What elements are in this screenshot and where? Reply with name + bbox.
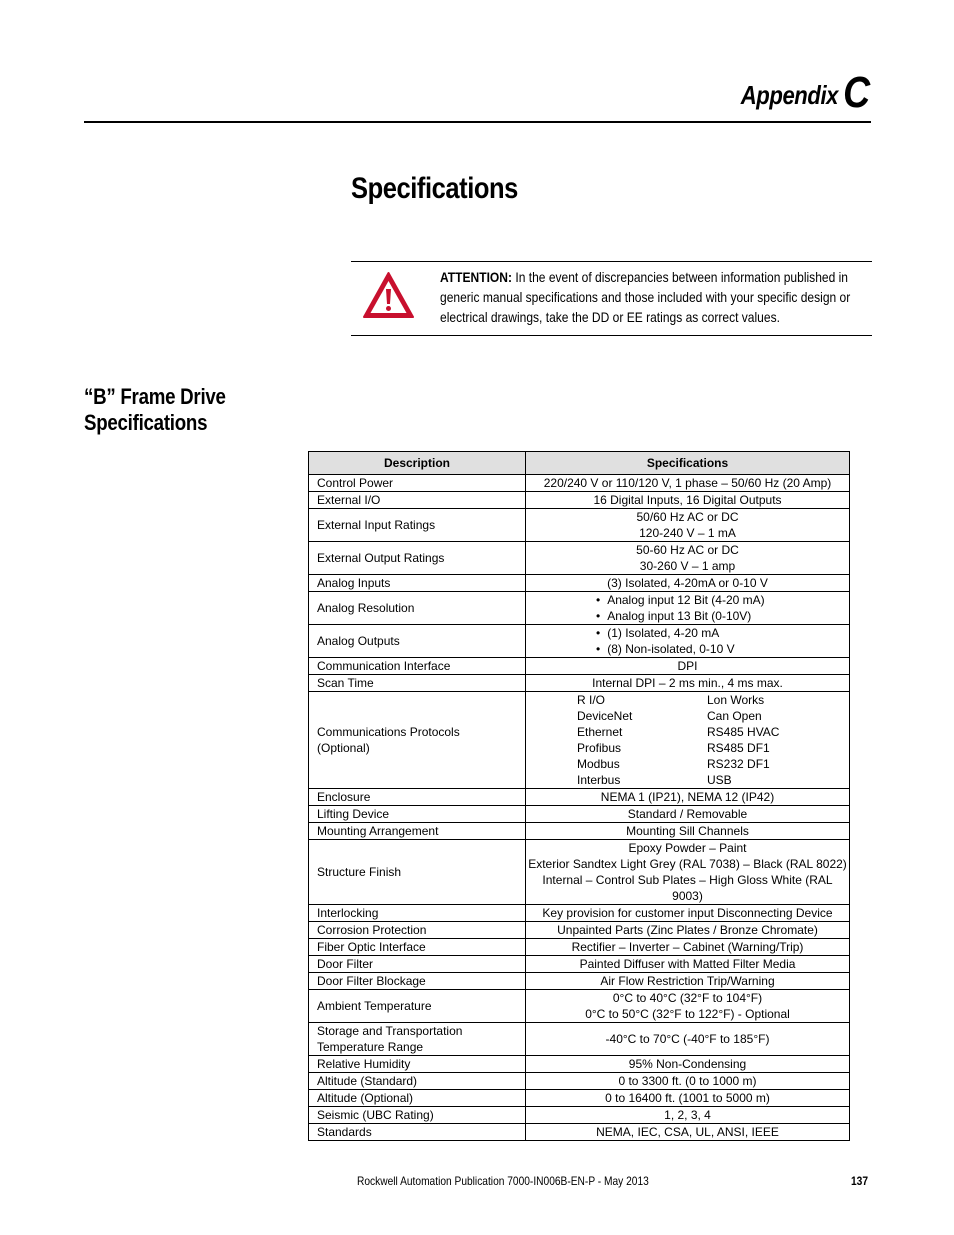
row-specification [526, 922, 850, 939]
protocol-item: DeviceNet [577, 709, 633, 723]
row-specification [526, 973, 850, 990]
description-line: Communication Interface [317, 659, 451, 673]
protocol-item: USB [707, 773, 732, 787]
description-line: Door Filter [317, 957, 374, 971]
protocol-item: RS485 DF1 [707, 741, 770, 755]
appendix-letter: C [843, 68, 870, 117]
section-heading: “B” Frame Drive Specifications [84, 384, 226, 435]
specification-line: 0 to 3300 ft. (0 to 1000 m) [618, 1074, 757, 1088]
row-description [309, 789, 526, 806]
bullet-item: • Analog input 13 Bit (0-10V) [596, 608, 849, 624]
row-specification [526, 789, 850, 806]
row-specification [526, 658, 850, 675]
description-line: Interlocking [317, 906, 379, 920]
specification-line: 30-260 V – 1 amp [639, 559, 736, 573]
row-specification [526, 990, 850, 1023]
specification-line: 16 Digital Inputs, 16 Digital Outputs [593, 493, 782, 507]
table-header-row [309, 452, 850, 475]
row-specification [526, 675, 850, 692]
description-line: Temperature Range [317, 1040, 424, 1054]
row-description [309, 475, 526, 492]
specification-line: 0 to 16400 ft. (1001 to 5000 m) [605, 1091, 770, 1105]
description-line: Altitude (Standard) [317, 1074, 418, 1088]
protocol-item: Profibus [577, 741, 622, 755]
attention-box [351, 261, 872, 336]
table-row [309, 1124, 850, 1141]
footer-publication: Rockwell Automation Publication 7000-IN006B-EN-P - May 2013 [357, 1174, 649, 1188]
protocol-item: Lon Works [707, 693, 765, 707]
row-description [309, 1023, 526, 1056]
description-line: Door Filter Blockage [317, 974, 426, 988]
table-row [309, 1090, 850, 1107]
row-description [309, 990, 526, 1023]
row-description [309, 575, 526, 592]
description-line: Corrosion Protection [317, 923, 427, 937]
specification-line: 95% Non-Condensing [628, 1057, 747, 1071]
protocol-item: R I/O [577, 693, 606, 707]
row-specification [526, 1056, 850, 1073]
header-rule [84, 121, 871, 123]
row-specification [526, 840, 850, 905]
description-line: Scan Time [317, 676, 374, 690]
row-description [309, 658, 526, 675]
row-specification [526, 956, 850, 973]
row-specification [526, 823, 850, 840]
table-row [309, 922, 850, 939]
table-row [309, 509, 850, 542]
table-row [309, 658, 850, 675]
specification-line: Standard / Removable [627, 807, 748, 821]
specification-line: 1, 2, 3, 4 [664, 1108, 711, 1122]
protocol-list [577, 692, 849, 788]
row-description [309, 956, 526, 973]
description-line: (Optional) [317, 741, 370, 755]
warning-triangle-icon [361, 270, 416, 320]
specification-line: -40°C to 70°C (-40°F to 185°F) [605, 1032, 770, 1046]
table-row [309, 475, 850, 492]
specification-line: 50-60 Hz AC or DC [636, 543, 739, 557]
specifications-table [308, 451, 850, 1141]
row-specification [526, 475, 850, 492]
row-description [309, 509, 526, 542]
row-specification [526, 806, 850, 823]
table-row [309, 789, 850, 806]
column-header-description: Description [309, 452, 526, 475]
row-description [309, 840, 526, 905]
specification-line: (3) Isolated, 4-20mA or 0-10 V [607, 576, 768, 590]
row-description [309, 542, 526, 575]
specification-line: Internal DPI – 2 ms min., 4 ms max. [592, 676, 783, 690]
specification-line: Mounting Sill Channels [626, 824, 749, 838]
row-specification [526, 542, 850, 575]
appendix-heading [741, 68, 870, 118]
description-line: Control Power [317, 476, 394, 490]
row-description [309, 1056, 526, 1073]
specification-line: Key provision for customer input Disconnecting Device [542, 906, 833, 920]
description-line: Analog Outputs [317, 634, 400, 648]
row-specification [526, 509, 850, 542]
specification-line: 0°C to 40°C (32°F to 104°F) [612, 991, 763, 1005]
row-specification [526, 1073, 850, 1090]
description-line: Communications Protocols [317, 725, 460, 739]
row-description [309, 692, 526, 789]
table-body [309, 475, 850, 1141]
row-specification [526, 1107, 850, 1124]
bullet-item: • (8) Non-isolated, 0-10 V [596, 641, 849, 657]
description-line: Mounting Arrangement [317, 824, 439, 838]
attention-label: ATTENTION: [440, 269, 513, 285]
row-description [309, 1107, 526, 1124]
page-number: 137 [851, 1174, 869, 1188]
row-specification [526, 905, 850, 922]
row-description [309, 1124, 526, 1141]
row-specification [526, 1023, 850, 1056]
table-row [309, 575, 850, 592]
description-line: Ambient Temperature [317, 999, 432, 1013]
specification-line: Epoxy Powder – Paint [628, 841, 747, 855]
description-line: Analog Resolution [317, 601, 415, 615]
bullet-item: • Analog input 12 Bit (4-20 mA) [596, 592, 849, 608]
description-line: Structure Finish [317, 865, 402, 879]
row-description [309, 592, 526, 625]
row-description [309, 939, 526, 956]
specification-line: NEMA, IEC, CSA, UL, ANSI, IEEE [596, 1125, 779, 1139]
row-specification [526, 692, 850, 789]
table-row [309, 806, 850, 823]
row-specification [526, 1124, 850, 1141]
table-row [309, 592, 850, 625]
row-description [309, 806, 526, 823]
protocol-item: RS485 HVAC [707, 725, 780, 739]
table-row [309, 1023, 850, 1056]
row-description [309, 492, 526, 509]
page-title: Specifications [351, 172, 518, 205]
table-row [309, 905, 850, 922]
description-line: Storage and Transportation [317, 1024, 463, 1038]
row-description [309, 675, 526, 692]
description-line: External Output Ratings [317, 551, 445, 565]
specification-line: Rectifier – Inverter – Cabinet (Warning/Trip) [571, 940, 804, 954]
row-description [309, 625, 526, 658]
specification-line: 0°C to 50°C (32°F to 122°F) - Optional [585, 1007, 790, 1021]
attention-text [440, 267, 874, 327]
row-description [309, 922, 526, 939]
description-line: Fiber Optic Interface [317, 940, 426, 954]
row-specification [526, 625, 850, 658]
row-description [309, 973, 526, 990]
table-row [309, 973, 850, 990]
appendix-word: Appendix [741, 80, 839, 110]
specification-line: Painted Diffuser with Matted Filter Media [579, 957, 796, 971]
table-row [309, 692, 850, 789]
table-row [309, 823, 850, 840]
description-line: External Input Ratings [317, 518, 436, 532]
specification-line: Internal – Control Sub Plates – High Gloss White (RAL 9003) [542, 873, 833, 903]
specification-line: Air Flow Restriction Trip/Warning [600, 974, 775, 988]
row-description [309, 905, 526, 922]
description-line: Standards [317, 1125, 372, 1139]
description-line: Altitude (Optional) [317, 1091, 414, 1105]
specification-line: Unpainted Parts (Zinc Plates / Bronze Chromate) [557, 923, 818, 937]
row-description [309, 823, 526, 840]
table-row [309, 1073, 850, 1090]
description-line: Seismic (UBC Rating) [317, 1108, 434, 1122]
attention-body: In the event of discrepancies between information published in generic manual specifications and those included with your specific design or electrical drawings, take the DD or EE ratings as correct values. [440, 269, 851, 325]
table-row [309, 956, 850, 973]
description-line: Lifting Device [317, 807, 390, 821]
description-line: Enclosure [317, 790, 371, 804]
description-line: Relative Humidity [317, 1057, 411, 1071]
row-specification [526, 575, 850, 592]
row-specification [526, 939, 850, 956]
protocol-item: Interbus [577, 773, 621, 787]
row-specification [526, 492, 850, 509]
column-header-specifications: Specifications [526, 452, 850, 475]
table-row [309, 1107, 850, 1124]
protocol-item: Modbus [577, 757, 620, 771]
protocol-item: RS232 DF1 [707, 757, 770, 771]
table-row [309, 990, 850, 1023]
row-specification [526, 592, 850, 625]
table-row [309, 492, 850, 509]
specification-line: 120-240 V – 1 mA [639, 526, 736, 540]
protocol-item: Ethernet [577, 725, 623, 739]
row-specification [526, 1090, 850, 1107]
table-row [309, 542, 850, 575]
table-row [309, 675, 850, 692]
table-row [309, 840, 850, 905]
table-row [309, 625, 850, 658]
specification-line: Exterior Sandtex Light Grey (RAL 7038) – Black (RAL 8022) [528, 857, 847, 871]
table-row [309, 1056, 850, 1073]
description-line: External I/O [317, 493, 381, 507]
specification-line: DPI [677, 659, 698, 673]
specification-line: 220/240 V or 110/120 V, 1 phase – 50/60 Hz (20 Amp) [543, 476, 832, 490]
specification-line: NEMA 1 (IP21), NEMA 12 (IP42) [600, 790, 775, 804]
bullet-item: • (1) Isolated, 4-20 mA [596, 625, 849, 641]
description-line: Analog Inputs [317, 576, 391, 590]
specification-line: 50/60 Hz AC or DC [636, 510, 739, 524]
row-description [309, 1090, 526, 1107]
row-description [309, 1073, 526, 1090]
table-row [309, 939, 850, 956]
protocol-item: Can Open [707, 709, 762, 723]
